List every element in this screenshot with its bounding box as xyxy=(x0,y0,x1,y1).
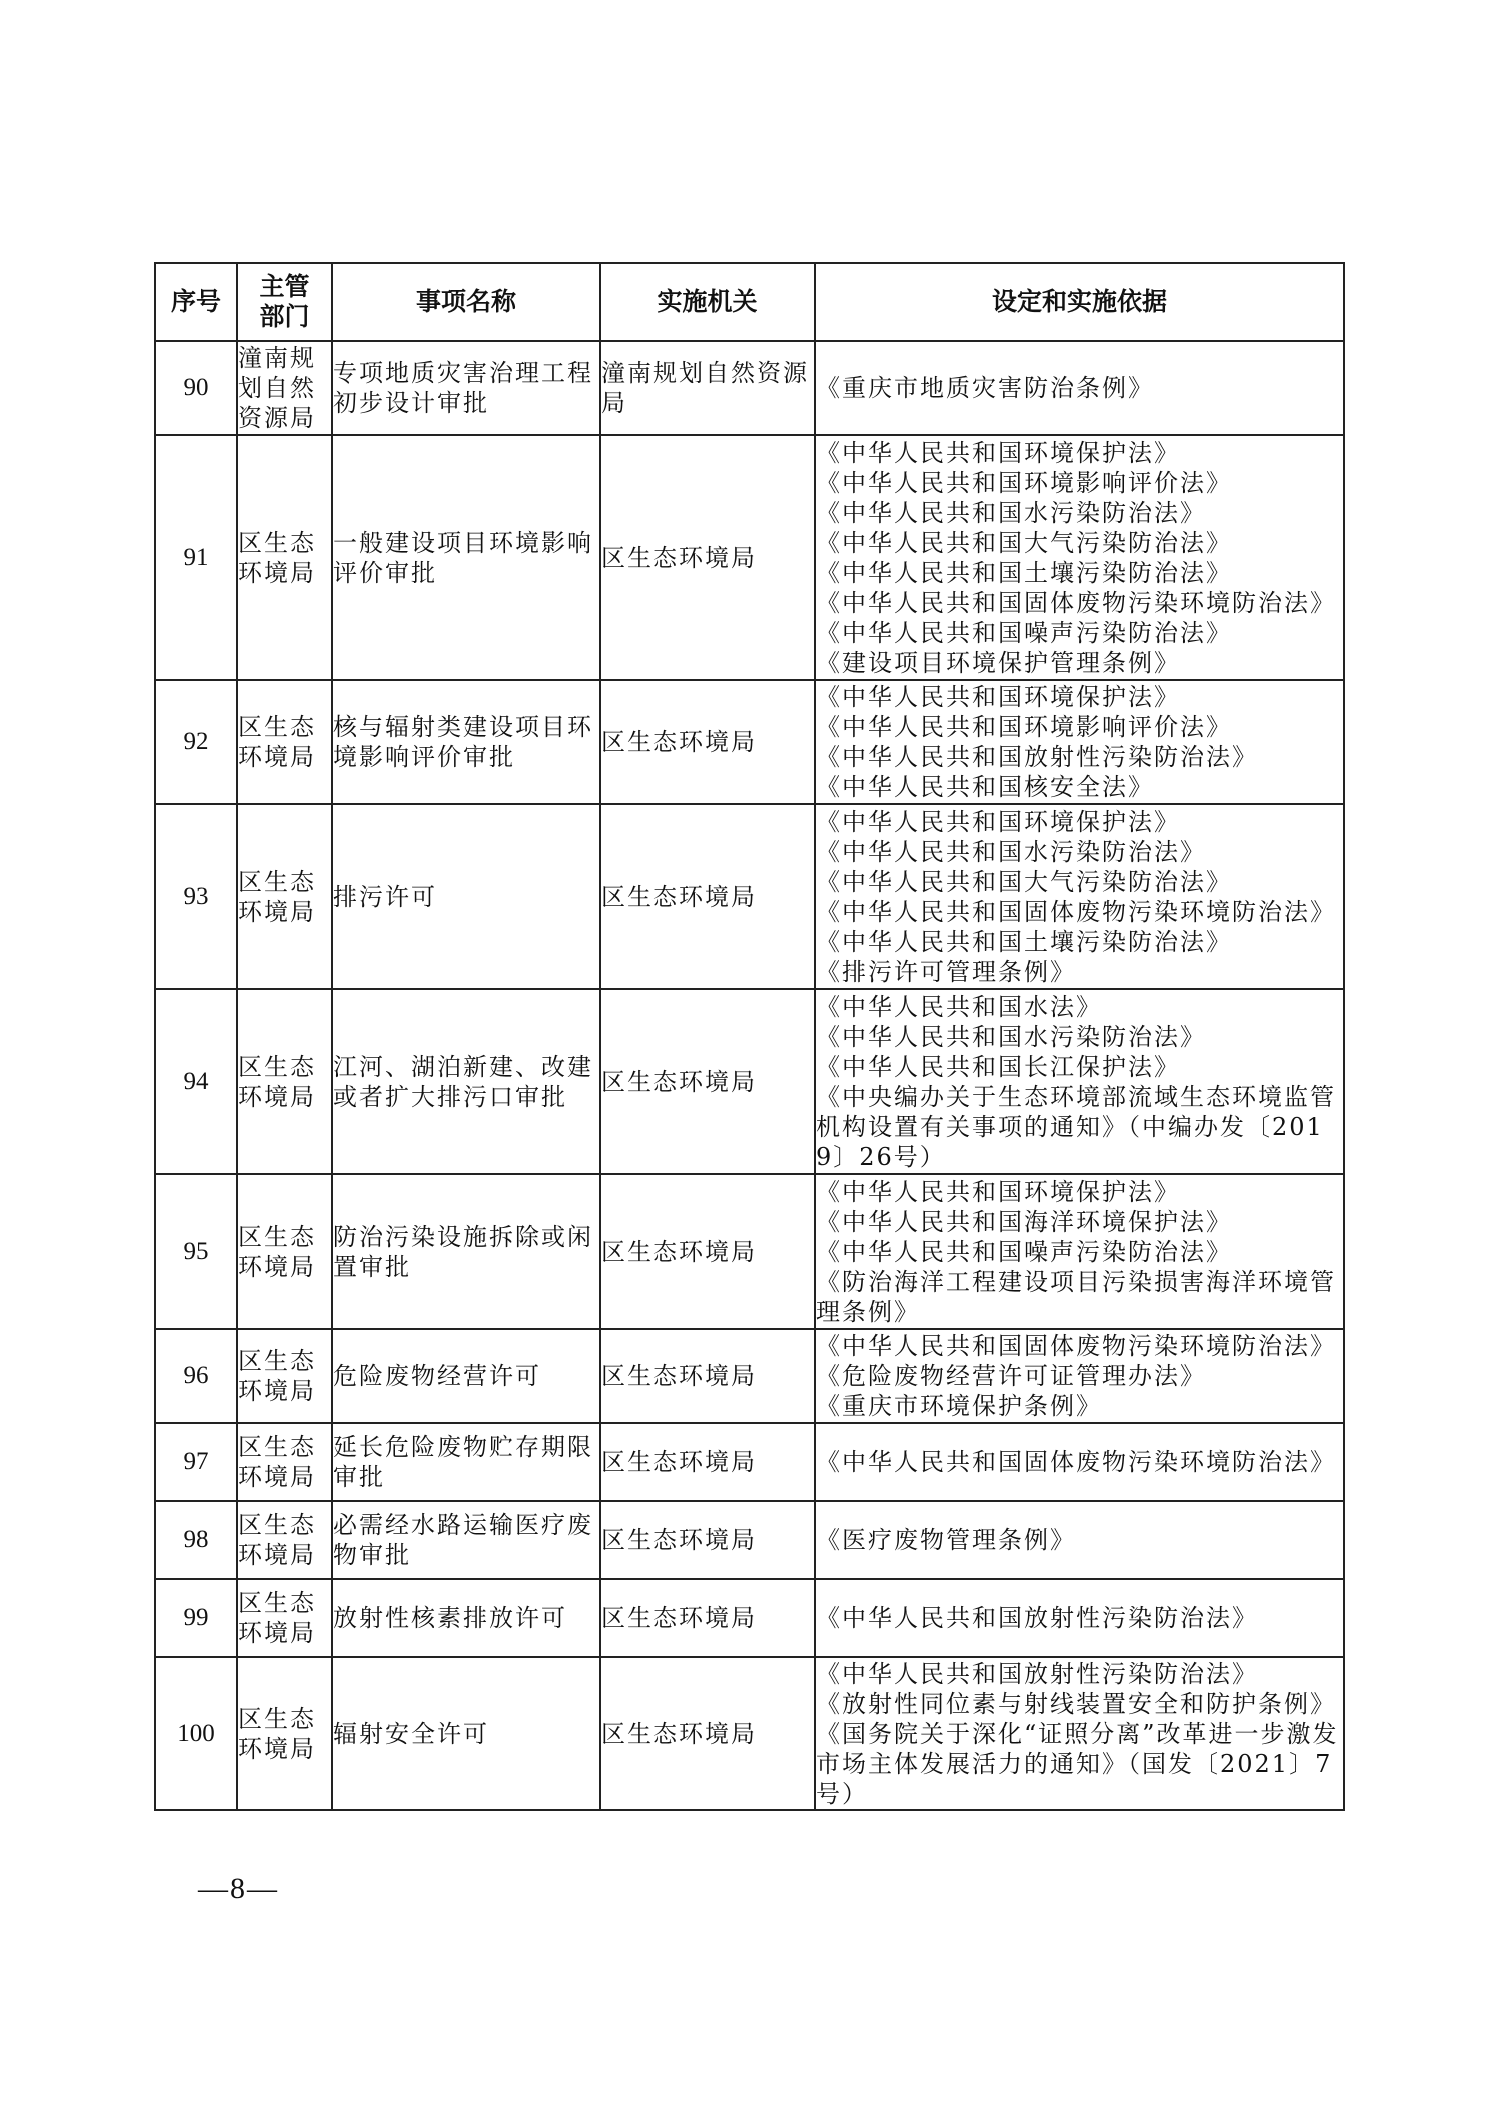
basis-line: 《中华人民共和国噪声污染防治法》 xyxy=(816,1237,1232,1266)
header-agency: 实施机关 xyxy=(600,263,815,341)
row-item: 专项地质灾害治理工程初步设计审批 xyxy=(332,341,600,435)
table-row xyxy=(155,1579,1344,1657)
row-seq: 91 xyxy=(155,435,237,680)
row-dept: 区生态环境局 xyxy=(237,435,332,680)
basis-line: 《重庆市环境保护条例》 xyxy=(816,1392,1102,1420)
basis-line: 《排污许可管理条例》 xyxy=(816,957,1076,986)
row-dept: 区生态环境局 xyxy=(237,1579,332,1657)
row-item: 危险废物经营许可 xyxy=(332,1329,600,1423)
row-agency: 区生态环境局 xyxy=(600,1579,815,1657)
basis-line: 《中华人民共和国大气污染防治法》 xyxy=(816,867,1232,896)
basis-line: 《中华人民共和国噪声污染防治法》 xyxy=(816,618,1232,647)
basis-line: 《中华人民共和国环境保护法》 xyxy=(816,1177,1180,1206)
table-row xyxy=(155,804,1344,989)
row-dept: 区生态环境局 xyxy=(237,1423,332,1501)
row-dept: 区生态环境局 xyxy=(237,804,332,989)
row-basis xyxy=(815,1501,1344,1579)
basis-line: 《中华人民共和国土壤污染防治法》 xyxy=(816,558,1232,587)
row-dept: 潼南规划自然资源局 xyxy=(237,341,332,435)
row-seq: 92 xyxy=(155,680,237,804)
row-basis xyxy=(815,1174,1344,1329)
table-row xyxy=(155,680,1344,804)
basis-line: 《中华人民共和国核安全法》 xyxy=(816,773,1154,801)
row-seq: 94 xyxy=(155,989,237,1174)
row-seq: 99 xyxy=(155,1579,237,1657)
row-agency: 区生态环境局 xyxy=(600,1174,815,1329)
basis-line: 《中华人民共和国水法》 xyxy=(816,992,1102,1021)
table-row xyxy=(155,989,1344,1174)
basis-line: 《危险废物经营许可证管理办法》 xyxy=(816,1362,1206,1390)
row-basis xyxy=(815,435,1344,680)
header-dept: 主管部门 xyxy=(237,263,332,341)
basis-line: 《中华人民共和国水污染防治法》 xyxy=(816,498,1206,527)
row-seq: 90 xyxy=(155,341,237,435)
basis-line: 《中华人民共和国放射性污染防治法》 xyxy=(816,1659,1258,1688)
row-agency: 区生态环境局 xyxy=(600,1501,815,1579)
row-item: 江河、湖泊新建、改建或者扩大排污口审批 xyxy=(332,989,600,1174)
basis-line: 《中央编办关于生态环境部流域生态环境监管机构设置有关事项的通知》（中编办发〔2019〕26号） xyxy=(816,1082,1336,1171)
row-seq: 95 xyxy=(155,1174,237,1329)
row-agency: 区生态环境局 xyxy=(600,1657,815,1810)
basis-line: 《放射性同位素与射线装置安全和防护条例》 xyxy=(816,1689,1336,1718)
table-row xyxy=(155,435,1344,680)
basis-line: 《中华人民共和国水污染防治法》 xyxy=(816,837,1206,866)
table-row xyxy=(155,341,1344,435)
table-row xyxy=(155,1423,1344,1501)
row-agency: 区生态环境局 xyxy=(600,435,815,680)
basis-line: 《中华人民共和国固体废物污染环境防治法》 xyxy=(816,897,1336,926)
basis-line: 《中华人民共和国环境保护法》 xyxy=(816,438,1180,467)
table-body xyxy=(155,341,1344,1810)
basis-line: 《建设项目环境保护管理条例》 xyxy=(816,648,1180,677)
basis-line: 《中华人民共和国固体废物污染环境防治法》 xyxy=(816,588,1336,617)
row-dept: 区生态环境局 xyxy=(237,680,332,804)
row-item: 必需经水路运输医疗废物审批 xyxy=(332,1501,600,1579)
table-header-row xyxy=(155,263,1344,341)
row-dept: 区生态环境局 xyxy=(237,1174,332,1329)
row-agency: 潼南规划自然资源局 xyxy=(600,341,815,435)
row-basis xyxy=(815,1423,1344,1501)
basis-line: 《中华人民共和国环境影响评价法》 xyxy=(816,468,1232,497)
row-dept: 区生态环境局 xyxy=(237,1329,332,1423)
row-basis xyxy=(815,1657,1344,1810)
row-item: 一般建设项目环境影响评价审批 xyxy=(332,435,600,680)
row-basis xyxy=(815,341,1344,435)
basis-line: 《重庆市地质灾害防治条例》 xyxy=(816,374,1154,402)
row-agency: 区生态环境局 xyxy=(600,804,815,989)
basis-line: 《防治海洋工程建设项目污染损害海洋环境管理条例》 xyxy=(816,1267,1336,1326)
row-dept: 区生态环境局 xyxy=(237,1501,332,1579)
items-table xyxy=(154,262,1345,1811)
basis-line: 《中华人民共和国环境影响评价法》 xyxy=(816,713,1232,741)
row-dept: 区生态环境局 xyxy=(237,989,332,1174)
row-seq: 93 xyxy=(155,804,237,989)
basis-line: 《中华人民共和国固体废物污染环境防治法》 xyxy=(816,1448,1336,1476)
basis-line: 《中华人民共和国海洋环境保护法》 xyxy=(816,1207,1232,1236)
row-item: 延长危险废物贮存期限审批 xyxy=(332,1423,600,1501)
row-agency: 区生态环境局 xyxy=(600,1329,815,1423)
header-item: 事项名称 xyxy=(332,263,600,341)
header-seq: 序号 xyxy=(155,263,237,341)
row-basis xyxy=(815,680,1344,804)
basis-line: 《中华人民共和国环境保护法》 xyxy=(816,683,1180,711)
row-item: 排污许可 xyxy=(332,804,600,989)
row-basis xyxy=(815,804,1344,989)
row-item: 核与辐射类建设项目环境影响评价审批 xyxy=(332,680,600,804)
row-agency: 区生态环境局 xyxy=(600,989,815,1174)
row-basis xyxy=(815,1329,1344,1423)
table-row xyxy=(155,1501,1344,1579)
table-row xyxy=(155,1174,1344,1329)
row-basis xyxy=(815,989,1344,1174)
basis-line: 《中华人民共和国土壤污染防治法》 xyxy=(816,927,1232,956)
row-agency: 区生态环境局 xyxy=(600,1423,815,1501)
row-item: 防治污染设施拆除或闲置审批 xyxy=(332,1174,600,1329)
row-basis xyxy=(815,1579,1344,1657)
row-seq: 97 xyxy=(155,1423,237,1501)
row-dept: 区生态环境局 xyxy=(237,1657,332,1810)
basis-line: 《中华人民共和国大气污染防治法》 xyxy=(816,528,1232,557)
row-item: 辐射安全许可 xyxy=(332,1657,600,1810)
basis-line: 《中华人民共和国放射性污染防治法》 xyxy=(816,1604,1258,1632)
basis-line: 《中华人民共和国固体废物污染环境防治法》 xyxy=(816,1332,1336,1360)
basis-line: 《中华人民共和国长江保护法》 xyxy=(816,1052,1180,1081)
row-seq: 100 xyxy=(155,1657,237,1810)
row-agency: 区生态环境局 xyxy=(600,680,815,804)
row-item: 放射性核素排放许可 xyxy=(332,1579,600,1657)
page-number: —8— xyxy=(198,1872,279,1905)
basis-line: 《国务院关于深化“证照分离”改革进一步激发市场主体发展活力的通知》（国发〔2021〕7号） xyxy=(816,1719,1339,1808)
table-row xyxy=(155,1657,1344,1810)
row-seq: 96 xyxy=(155,1329,237,1423)
basis-line: 《医疗废物管理条例》 xyxy=(816,1526,1076,1554)
table-row xyxy=(155,1329,1344,1423)
row-seq: 98 xyxy=(155,1501,237,1579)
basis-line: 《中华人民共和国环境保护法》 xyxy=(816,807,1180,836)
basis-line: 《中华人民共和国水污染防治法》 xyxy=(816,1022,1206,1051)
basis-line: 《中华人民共和国放射性污染防治法》 xyxy=(816,743,1258,771)
header-basis: 设定和实施依据 xyxy=(815,263,1344,341)
